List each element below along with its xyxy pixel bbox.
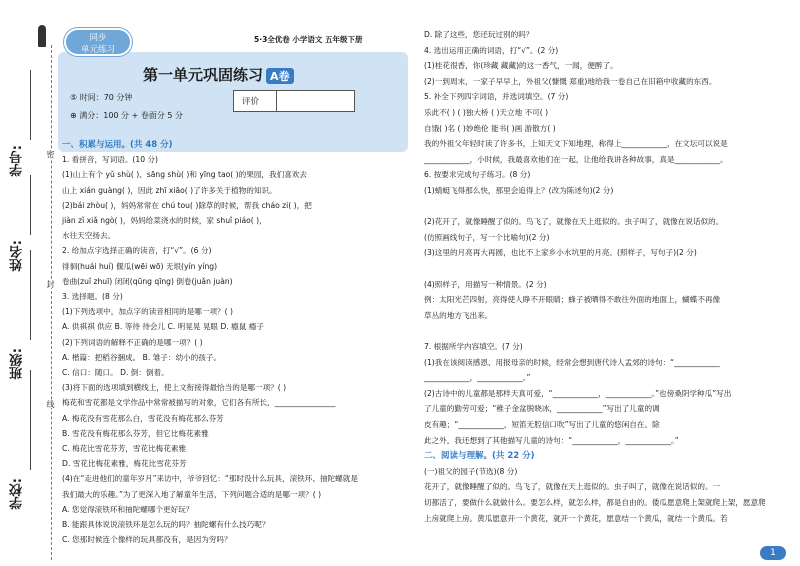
question-line: 徘徊(huái huí) 偃瓜(wēi wō) 无垠(yín yíng) <box>62 261 218 271</box>
question-line: (1)我在该阅读感恩、用报母亲的时候，经常会想到唐代诗人孟郊的诗句：“____________ <box>424 357 720 367</box>
question-line: (2)下列词语的解释不正确的是哪一项？( ) <box>62 337 203 347</box>
question-line: 二、阅读与理解。(共 22 分) <box>424 451 535 462</box>
question-line: D. 雪花比梅花素雅，梅花比雪花芬芳 <box>62 459 187 469</box>
book-info: 5·3全优卷 小学语文 五年级下册 <box>254 35 363 44</box>
question-line: 7. 根据所学内容填空。(7 分) <box>424 342 523 351</box>
question-line: B. 雪花没有梅花那么芬芳，但它比梅花素雅 <box>62 428 209 438</box>
title-text: 第一单元巩固练习 <box>143 66 264 84</box>
question-line: 皮有趣；“____________，短笛无腔信口吹”写出了儿童的悠闲自在。除 <box>424 420 660 429</box>
name-label: 姓名: <box>10 240 25 272</box>
question-line: 我的外祖父年轻时读了许多书，上知天文下知地理，称得上____________，在文坛可以说是 <box>424 139 728 149</box>
question-line: 切都活了，要做什么就做什么。要怎么样，就怎么样，都是自由的。倭瓜愿意爬上架就爬上架，愿意爬 <box>424 498 766 507</box>
question-line: (3)将下面的选项填到横线上，使上文衔接得最恰当的是哪一项？( ) <box>62 383 287 393</box>
cut-mark-seal2: 封 <box>46 280 55 288</box>
question-line: 1. 看拼音，写词语。(10 分) <box>62 155 159 165</box>
question-line: (4)照样子，用描写一种情景。(2 分) <box>424 279 547 289</box>
question-line: 一、积累与运用。(共 48 分) <box>62 140 173 150</box>
series-badge: 同步 单元练习 <box>64 28 132 56</box>
question-line: (2)古诗中的儿童都是那样天真可爱，“____________，____________。”也傍桑阴学种瓜”写出 <box>424 388 732 398</box>
question-line: (仿照画线句子，写一个比喻句)(2 分) <box>424 232 550 242</box>
time-info: ⑤ 时间：70 分钟 <box>70 93 133 102</box>
question-line: ____________，小时候，我最喜欢他们在一起，让他给我讲各种故事，真是____________。 <box>424 154 728 164</box>
cut-mark-line: 线 <box>46 400 55 408</box>
question-line: ____________，____________。” <box>424 373 531 383</box>
question-line: 我们最大的乐趣。”为了更深入地了解童年生活，下列问题合适的是哪一项？( ) <box>62 489 322 499</box>
question-line: A. 供祺祺 供应 B. 等待 待会儿 C. 明晃晃 晃眼 D. 瘾鼠 瘾子 <box>62 322 264 332</box>
question-line: D. 除了这些，您还玩过别的吗？ <box>424 30 534 39</box>
question-line: (1)蜻蜓飞得那么快，那里会追得上？(改为陈述句)(2 分) <box>424 186 614 195</box>
id-blank[interactable] <box>30 70 31 140</box>
question-line: 自饿( )名 ( )妙绝伦 能书( )画 游散方( ) <box>424 123 556 133</box>
question-line: (一)祖父的园子(节选)(8 分) <box>424 466 518 476</box>
name-blank[interactable] <box>30 175 31 235</box>
question-line: (4)在“走进他们的童年岁月”来访中，爷爷回忆：“那时没什么玩具，滚铁环、抽陀螺就是 <box>62 474 358 484</box>
cut-line <box>51 45 52 560</box>
question-line: 花开了，就像睡醒了似的。鸟飞了，就像在天上逛似的。虫子叫了，就像在说话似的。一 <box>424 482 721 492</box>
class-label: 班级: <box>10 348 25 380</box>
title-tag: A卷 <box>266 68 294 84</box>
question-line: (3)这里的月亮再大再圆，也比不上家乡小水坑里的月亮。(照样子，写句子)(2 分) <box>424 248 697 258</box>
evaluation-label: 评价 <box>242 97 260 107</box>
page-title <box>143 64 294 85</box>
cut-mark-seal: 密 <box>46 150 55 158</box>
question-line: 6. 按要求完成句子练习。(8 分) <box>424 170 531 180</box>
question-line: 水往天空扬去。 <box>62 231 116 241</box>
question-line: 山上 xián guàng( )，因此 zhī xiāo( )了许多关于植物的知识。 <box>62 185 277 195</box>
question-line: 乐此不( ) ( )独大桥 ( )天立地 不可( ) <box>424 108 549 117</box>
question-line: 5. 补全下列四字词语，并选词填空。(7 分) <box>424 92 569 102</box>
worksheet-header <box>58 30 408 130</box>
page-number: 1 <box>760 546 786 560</box>
question-line: 草丛的地方飞出来。 <box>424 310 493 320</box>
question-line: (2)bái zhòu( )，妈妈常常在 chú tou( )除草的时候，帮我 cháo zi( )，把 <box>62 200 312 210</box>
question-line: (1)下列选项中，加点字的读音相同的是哪一项？( ) <box>62 307 233 317</box>
evaluation-box[interactable] <box>233 90 355 112</box>
question-line: A. 您觉得滚铁环和抽陀螺哪个更好玩？ <box>62 504 194 514</box>
question-line: C. 信口：随口。 D. 倒：倒着。 <box>62 368 169 377</box>
question-line: 此之外，我还想到了其他描写儿童的诗句：“____________，____________。” <box>424 435 679 445</box>
binding-margin <box>0 0 55 566</box>
question-line: 卷曲(zuǐ zhuī) 闭闭(qūng qīng) 倒卷(juǎn juàn) <box>62 276 233 286</box>
question-line: C. 梅花比雪花芬芳，雪花比梅花素雅 <box>62 444 187 453</box>
class-blank[interactable] <box>30 250 31 340</box>
question-line: (2)花开了，就像睡醒了似的。鸟飞了，就像在天上逛似的。虫子叫了，就像在说话似的。 <box>424 217 724 227</box>
question-line: 4. 选出运用正确的词语，打“√”。(2 分) <box>424 45 559 55</box>
school-blank[interactable] <box>30 370 31 470</box>
question-line: B. 能跟具体说说滚铁环是怎么玩的吗？抽陀螺有什么技巧呢？ <box>62 520 270 529</box>
question-line: 了儿童的勤劳可爱；“稚子金盆脱晓冰，____________”写出了儿童的调 <box>424 404 660 414</box>
question-line: 梅花和雪花都是文学作品中常常被描写的对象，它们各有所长，________________ <box>62 398 336 408</box>
question-line: 2. 给加点字选择正确的读音，打“√”。(6 分) <box>62 246 212 256</box>
left-column <box>58 0 410 566</box>
question-line: A. 梅花没有雪花那么白，雪花没有梅花那么芬芳 <box>62 413 224 423</box>
question-line: 例：太阳光芒四射，亮得使人睁不开眼睛；蜂子被晒得不敢往外面的地面上，蝴蝶不再像 <box>424 295 721 305</box>
question-line: 3. 选择题。(8 分) <box>62 292 123 301</box>
right-column <box>420 0 792 566</box>
question-line: A. 楷篇：把稻谷捆成。 B. 雏子：幼小的孩子。 <box>62 352 222 362</box>
question-line: jiàn zǐ xiǎ ngò( )，妈妈给菜浇水的时候，家 shuǐ piáo( )， <box>62 216 267 225</box>
id-label: 学号: <box>10 145 25 177</box>
rocket-icon <box>38 25 46 47</box>
score-info: ⊕ 满分：100 分 + 卷面分 5 分 <box>70 111 184 120</box>
question-line: (1)桂花很香，你(珍藏 藏藏)的这一香气，一闻，便醉了。 <box>424 61 618 71</box>
school-label: 学校: <box>10 478 25 510</box>
question-line: C. 您那时候连个像样的玩具都没有，是因为穷吗？ <box>62 535 232 545</box>
question-line: 上房就爬上房。黄瓜愿意开一个黄花，就开一个黄花，愿意结一个黄瓜，就结一个黄瓜。若 <box>424 513 728 523</box>
question-line: (2)一到周末，一家子早早上，外祖父(慷慨 郑重)地给我一卷自己在旧箱中收藏的东西。 <box>424 76 717 86</box>
question-line: (1)山上有个 yǔ shù( )、sāng shù( )和 yīng tao( )的果园，我们喜欢去 <box>62 170 307 180</box>
